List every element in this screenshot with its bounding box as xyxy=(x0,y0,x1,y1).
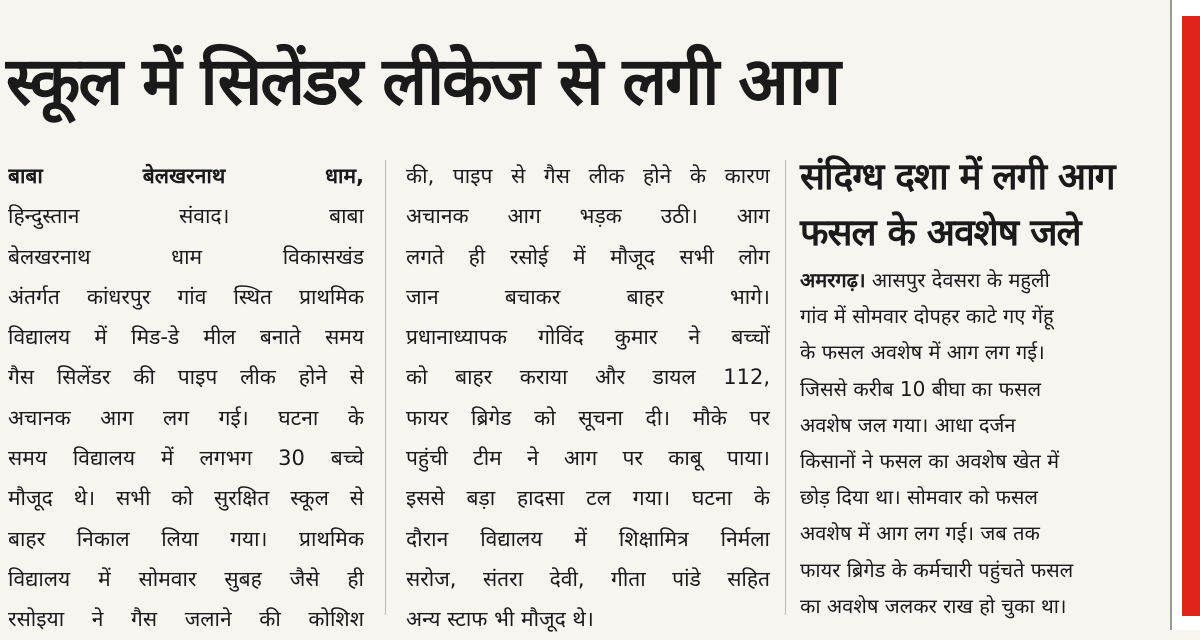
story-line: लगते ही रसोई में मौजूद सभी लोग xyxy=(406,244,770,269)
story-line: गैस सिलेंडर की पाइप लीक होने से xyxy=(8,365,364,390)
story-line: सरोज, संतरा देवी, गीता पांडे सहित xyxy=(406,566,770,591)
column-divider xyxy=(785,160,786,615)
side-dateline: अमरगढ़। xyxy=(800,268,866,292)
story-line: का अवशेष जलकर राख हो चुका था। xyxy=(800,593,1067,618)
story-line: रसोइया ने गैस जलाने की कोशिश xyxy=(8,607,364,632)
story-line: हिन्दुस्तान संवाद। बाबा xyxy=(8,204,364,229)
story-line: बाबा बेलखरनाथ धाम, xyxy=(8,164,364,188)
story-text: आसपुर देवसरा के महुली xyxy=(865,268,1050,292)
story-line: की, पाइप से गैस लीक होने के कारण xyxy=(406,164,770,188)
main-story-column-1 xyxy=(8,156,364,640)
story-line xyxy=(800,262,1146,298)
side-headline-line-2: फसल के अवशेष जले xyxy=(800,211,1081,254)
story-line: अचानक आग लग गई। घटना के xyxy=(8,405,364,430)
column-divider xyxy=(385,160,386,615)
story-line: अन्य स्टाफ भी मौजूद थे। xyxy=(406,607,594,632)
main-headline: स्कूल में सिलेंडर लीकेज से लगी आग xyxy=(6,43,839,120)
story-line: इससे बड़ा हादसा टल गया। घटना के xyxy=(406,486,770,511)
story-line: अचानक आग भड़क उठी। आग xyxy=(406,204,770,229)
story-line: छोड़ दिया था। सोमवार को फसल xyxy=(800,485,1038,510)
story-line: विद्यालय में मिड-डे मील बनाते समय xyxy=(8,325,364,350)
story-line: अवशेष में आग लग गई। जब तक xyxy=(800,521,1040,546)
story-line: पहुंची टीम ने आग पर काबू पाया। xyxy=(406,446,770,471)
story-line: जिससे करीब 10 बीघा का फसल xyxy=(800,376,1042,401)
story-line: किसानों ने फसल का अवशेष खेत में xyxy=(800,449,1060,474)
story-line: के फसल अवशेष में आग लग गई। xyxy=(800,340,1045,365)
adjacent-page-red-band xyxy=(1182,16,1200,616)
story-line: अवशेष जल गया। आधा दर्जन xyxy=(800,412,1016,437)
story-line: विद्यालय में सोमवार सुबह जैसे ही xyxy=(8,566,364,591)
story-line: समय विद्यालय में लगभग 30 बच्चे xyxy=(8,446,364,471)
story-line: को बाहर कराया और डायल 112, xyxy=(406,365,770,390)
side-headline-line-1: संदिग्ध दशा में लगी आग xyxy=(800,155,1115,198)
story-line: फायर ब्रिगेड को सूचना दी। मौके पर xyxy=(406,405,770,430)
story-line: गांव में सोमवार दोपहर काटे गए गेंहू xyxy=(800,304,1054,329)
side-story-body xyxy=(800,262,1146,624)
story-line: प्रधानाध्यापक गोविंद कुमार ने बच्चों xyxy=(406,325,770,350)
story-line: बाहर निकाल लिया गया। प्राथमिक xyxy=(8,526,364,551)
story-line: जान बचाकर बाहर भागे। xyxy=(406,284,770,309)
main-story-column-2 xyxy=(406,156,770,640)
story-line: दौरान विद्यालय में शिक्षामित्र निर्मला xyxy=(406,526,770,551)
story-line: अंतर्गत कांधरपुर गांव स्थित प्राथमिक xyxy=(8,284,364,309)
story-line: फायर ब्रिगेड के कर्मचारी पहुंचते फसल xyxy=(800,557,1074,582)
story-line: बेलखरनाथ धाम विकासखंड xyxy=(8,244,364,269)
story-line: मौजूद थे। सभी को सुरक्षित स्कूल से xyxy=(8,486,364,511)
